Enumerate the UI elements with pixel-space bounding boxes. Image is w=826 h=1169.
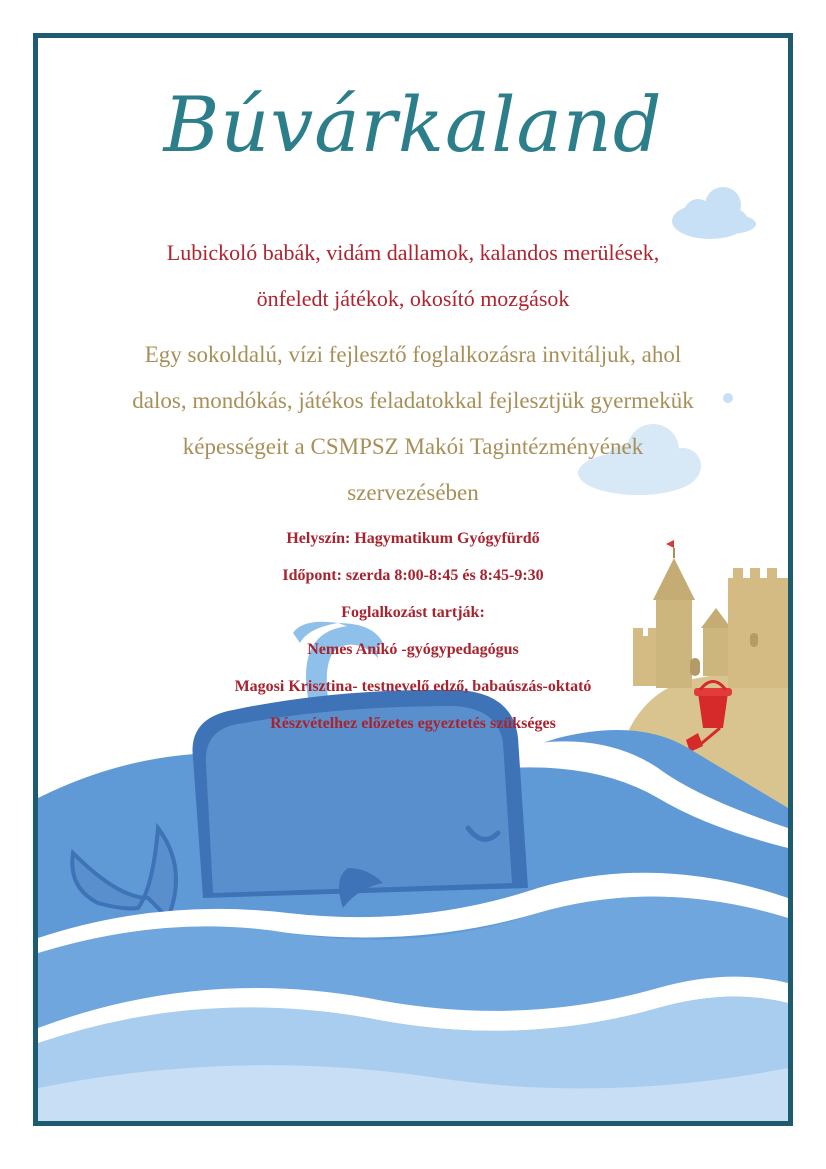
host-name: Magosi Krisztina- testnevelő edző, babaúszás-oktató bbox=[234, 678, 592, 695]
page-frame bbox=[33, 33, 793, 1126]
host-name: Nemes Anikó -gyógypedagógus bbox=[307, 641, 519, 658]
invitation-line: képességeit a CSMPSZ Makói Tagintézményének bbox=[182, 434, 644, 459]
hosts-label: Foglalkozást tartják: bbox=[341, 604, 485, 621]
invitation-line: szervezésében bbox=[347, 480, 479, 505]
registration-note: Részvételhez előzetes egyeztetés szükséges bbox=[270, 715, 556, 732]
page-title: Búvárkaland bbox=[163, 80, 663, 169]
intro-line: Lubickoló babák, vidám dallamok, kalandos merülések, bbox=[166, 240, 660, 265]
location-text: Helyszín: Hagymatikum Gyógyfürdő bbox=[286, 530, 540, 547]
time-text: Időpont: szerda 8:00-8:45 és 8:45-9:30 bbox=[282, 567, 544, 584]
invitation-line: Egy sokoldalú, vízi fejlesztő foglalkozásra invitáljuk, ahol bbox=[144, 342, 682, 367]
invitation-text bbox=[78, 332, 748, 516]
intro-line: önfeledt játékok, okosító mozgások bbox=[256, 286, 570, 311]
invitation-line: dalos, mondókás, játékos feladatokkal fejlesztjük gyermekük bbox=[132, 388, 694, 413]
intro-text bbox=[38, 230, 788, 322]
event-details bbox=[38, 520, 788, 742]
